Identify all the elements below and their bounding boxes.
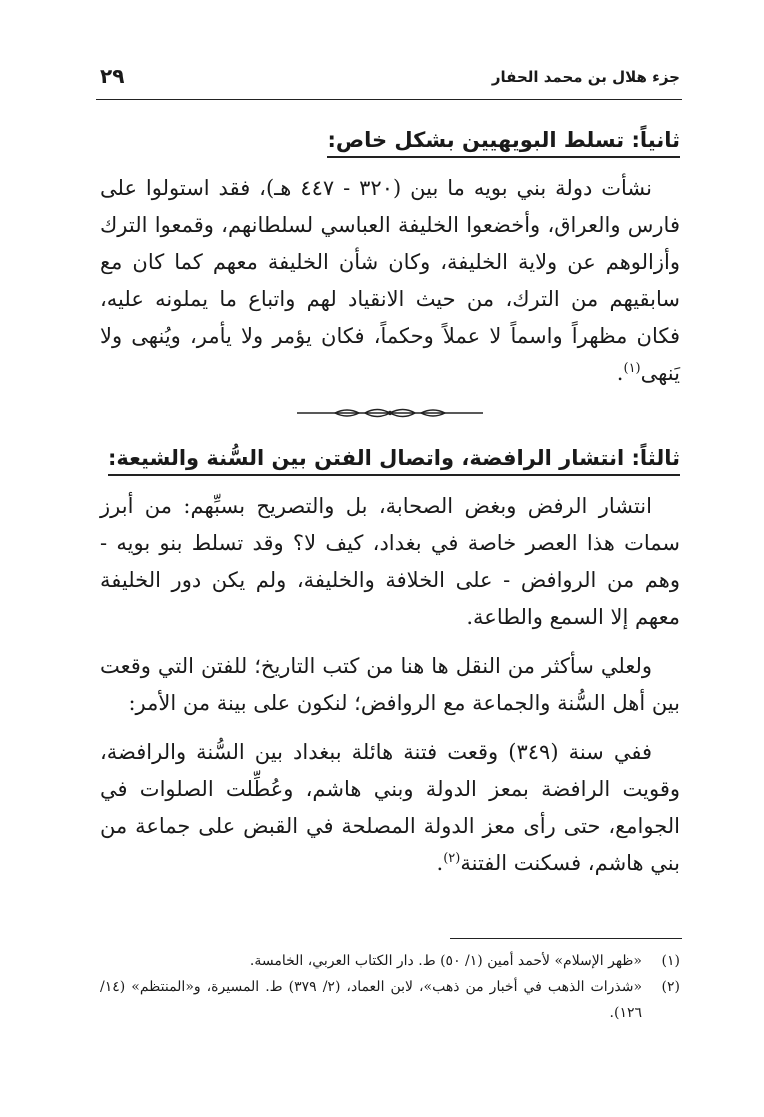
header-rule <box>96 99 682 100</box>
section-3-paragraph-1: انتشار الرفض وبغض الصحابة، بل والتصريح بسبِّهم: من أبرز سمات هذا العصر خاصة في بغداد، كيف لا؟ وقد تسلط بنو بويه - وهم من الروافض - على الخلافة والخليفة، ولم يكن دور الخليفة معهم إلا السمع والطاعة. <box>100 494 680 629</box>
section-2-paragraph-text: نشأت دولة بني بويه ما بين (٣٢٠ - ٤٤٧ هـ)، فقد استولوا على فارس والعراق، وأخضعوا الخليفة العباسي لسلطانهم، وقمعوا الترك وأزالوهم عن ولاية الخليفة، وكان شأن الخليفة معهم كما كان مع سابقيهم من الترك، من حيث الانقياد لهم واتباع ما يملونه عليه، فكان مظهراً واسماً لا عملاً وحكماً، فكان يؤمر ولا يأمر، ويُنهى ولا يَنهى <box>100 176 680 385</box>
section-2-paragraph <box>100 170 680 392</box>
section-2 <box>100 118 680 392</box>
footnote-ref-1[interactable]: (١) <box>623 361 641 376</box>
section-heading-2: ثانياً: تسلط البويهيين بشكل خاص: <box>327 128 680 158</box>
section-3-paragraph-3-end: . <box>436 851 444 875</box>
page-header <box>100 64 680 94</box>
main-content <box>100 118 680 894</box>
footnote-text: «شذرات الذهب في أخبار من ذهب»، لابن العماد، (٢/ ٣٧٩) ط. المسيرة، و«المنتظم» (١٤/ ١٢٦). <box>100 979 643 1021</box>
footnote-ref-2[interactable]: (٢) <box>443 851 461 866</box>
footnotes <box>100 948 680 1026</box>
running-title: جزء هلال بن محمد الحفار <box>491 68 680 86</box>
section-3 <box>100 436 680 882</box>
page-number: ٢٩ <box>100 64 125 88</box>
section-2-paragraph-end: . <box>616 361 624 385</box>
footnote-1 <box>100 948 680 974</box>
footnote-rule <box>450 938 682 939</box>
section-3-paragraph-3 <box>100 734 680 882</box>
section-divider-ornament <box>295 406 485 420</box>
section-3-paragraph-2: ولعلي سأكثر من النقل ها هنا من كتب التاريخ؛ للفتن التي وقعت بين أهل السُّنة والجماعة مع الروافض؛ لنكون على بينة من الأمر: <box>100 654 680 715</box>
footnote-number: (٢) <box>661 979 680 995</box>
footnote-text: «ظهر الإسلام» لأحمد أمين (١/ ٥٠) ط. دار الكتاب العربي، الخامسة. <box>249 953 642 969</box>
footnote-number: (١) <box>661 953 680 969</box>
footnote-2 <box>100 974 680 1026</box>
section-3-paragraph-3-text: ففي سنة (٣٤٩) وقعت فتنة هائلة ببغداد بين السُّنة والرافضة، وقويت الرافضة بمعز الدولة وبني هاشم، وعُطِّلت الصلوات في الجوامع، حتى رأى معز الدولة المصلحة في القبض على جماعة من بني هاشم، فسكنت الفتنة <box>100 740 680 875</box>
section-heading-3: ثالثاً: انتشار الرافضة، واتصال الفتن بين السُّنة والشيعة: <box>108 446 680 476</box>
